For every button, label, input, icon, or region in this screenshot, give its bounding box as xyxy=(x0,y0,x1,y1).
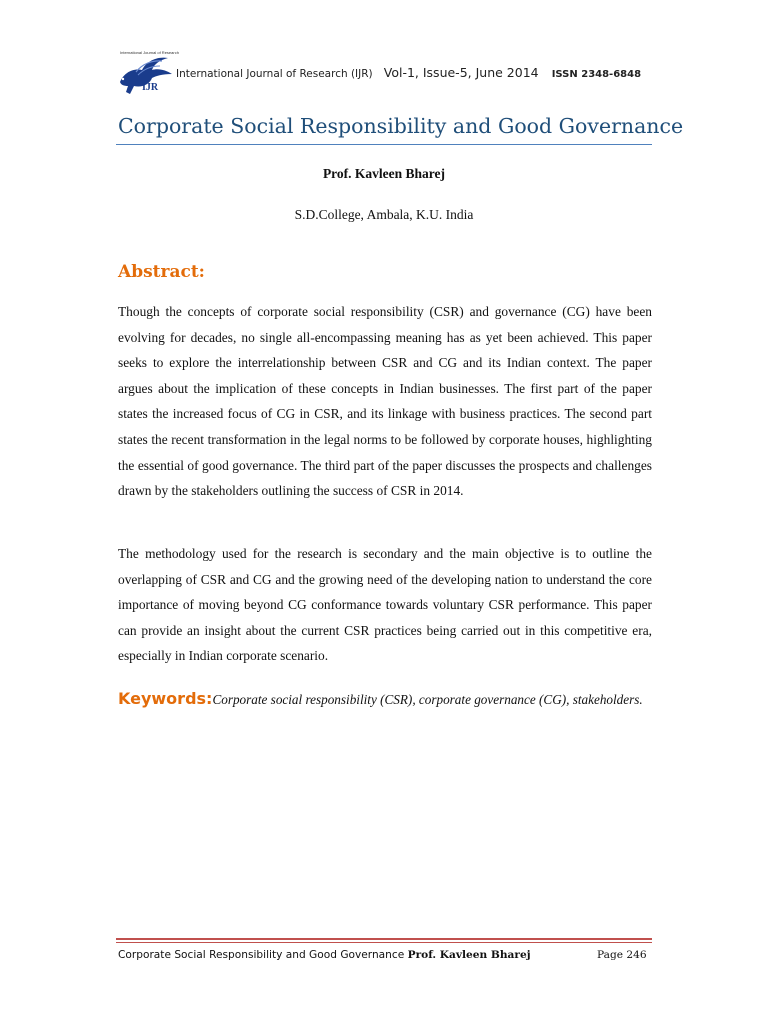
author-affiliation: S.D.College, Ambala, K.U. India xyxy=(294,207,474,222)
title-divider xyxy=(116,144,652,145)
keywords-label: Keywords: xyxy=(118,689,213,708)
paper-title: Corporate Social Responsibility and Good Governance xyxy=(118,114,684,138)
logo-mark: IJR xyxy=(142,82,159,93)
abstract-heading: Abstract: xyxy=(118,262,205,282)
journal-info xyxy=(176,62,641,81)
logo-caption: International Journal of Research xyxy=(120,50,179,55)
footer-title: Corporate Social Responsibility and Good Governance xyxy=(118,949,405,961)
abstract-paragraph: Though the concepts of corporate social responsibility (CSR) and governance (CG) have been evolving for decades, no single all-encompassing meaning has as yet been achieved. This paper seeks to explore the interrelationship between CSR and CG and its Indian context. The paper argues about the implication of these concepts in Indian businesses. The first part of the paper states the increased focus of CG in CSR, and its linkage with business practices. The second part states the recent transformation in the legal norms to be followed by corporate houses, highlighting the essential of good governance. The third part of the paper discusses the prospects and challenges drawn by the stakeholders outlining the success of CSR in 2014. xyxy=(118,304,652,499)
journal-header xyxy=(112,48,672,100)
volume-issue: Vol-1, Issue-5, June 2014 xyxy=(383,65,539,80)
keywords-text: Corporate social responsibility (CSR), corporate governance (CG), stakeholders. xyxy=(212,692,643,707)
author-name: Prof. Kavleen Bharej xyxy=(322,166,446,181)
journal-logo xyxy=(112,48,182,100)
footer-divider xyxy=(116,938,652,940)
footer-running-title xyxy=(118,949,531,961)
footer-divider-thin xyxy=(116,942,652,943)
issn: ISSN 2348-6848 xyxy=(551,69,642,80)
footer-author: Prof. Kavleen Bharej xyxy=(407,949,531,961)
journal-name: International Journal of Research (IJR) xyxy=(176,68,373,80)
page-number: Page 246 xyxy=(597,949,647,961)
keywords-block xyxy=(118,686,652,713)
abstract-paragraph: The methodology used for the research is secondary and the main objective is to outline the overlapping of CSR and CG and the growing need of the developing nation to understand the core importance of moving beyond CG conformance towards voluntary CSR performance. This paper can provide an insight about the current CSR practices being carried out in this competitive era, especially in Indian corporate scenario. xyxy=(118,546,652,664)
